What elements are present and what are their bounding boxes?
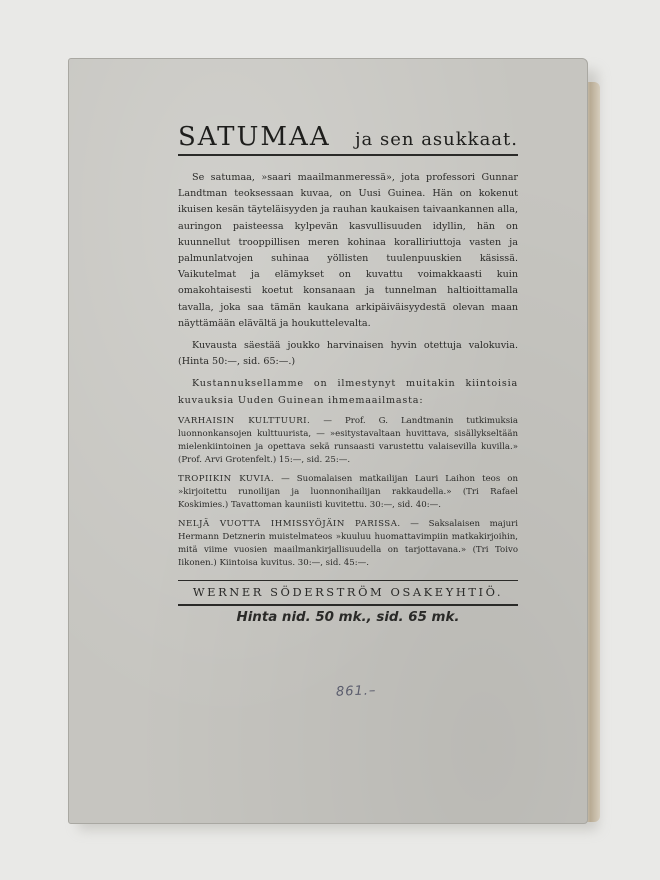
related-book-text: — Prof. G. Landtmanin tutkimuksia luonnonkansojen kulttuurista, — »esitystavaltaan huvittava, sisällykseltään mielenkiintoinen ja opettava sekä runsaasti varustettu valaisevilla kuvilla.» (Prof. Arvi Grotenfelt.) 15:—, sid. 25:—.	[178, 415, 518, 465]
related-book-title: VARHAISIN KULTTUURI.	[178, 415, 311, 426]
title-rule	[178, 154, 518, 156]
price-line: Hinta nid. 50 mk., sid. 65 mk.	[236, 609, 460, 625]
publisher-rule-bottom	[178, 604, 518, 606]
related-books-intro: Kustannuksellamme on ilmestynyt muitakin kiintoisia kuvauksia Uuden Guinean ihmemaailmasta:	[178, 378, 518, 406]
cover-text-block	[178, 122, 518, 625]
handwritten-price-note: 861.–	[335, 683, 377, 700]
related-book-entry	[178, 518, 518, 570]
publisher-name: WERNER SÖDERSTRÖM OSAKEYHTIÖ.	[192, 584, 504, 599]
book-title-main: SATUMAA	[178, 122, 331, 152]
book-title-subtitle: ja sen asukkaat.	[354, 129, 518, 150]
book-title	[178, 122, 518, 152]
related-book-entry	[178, 473, 518, 512]
related-book-title: TROPIIKIN KUVIA.	[178, 473, 275, 484]
related-book-text: — Saksalaisen majuri Hermann Detznerin muistelmateos »kuuluu huomattavimpiin matkakirjoihin, mitä viime vuosien maailmankirjallisuudella on tarjottavana.» (Tri Toivo Iikonen.) Kiintoisa kuvitus. 30:—, sid. 45:—.	[178, 518, 518, 568]
related-book-entry	[178, 415, 518, 467]
description-paragraph: Se satumaa, »saari maailmanmeressä», jota professori Gunnar Landtman teoksessaan kuvaa, on Uusi Guinea. Hän on kokenut ikuisen kesän täyteläisyyden ja rauhan kaukaisen taivaankannen alla, auringon paisteessa kylpevän kasvullisuuden idyllin, hän on kuunnellut trooppillisen meren kohinaa koralliriuttoja vasten ja palmunlatvojen suhinaa yöllisten tuulenpuuskien käsissä. Vaikutelmat ja elämykset on kuvattu voimakkaasti kuin omakohtaisesti koetut konsanaan ja tunnelman haltioittamalla tavalla, joka saa tämän kaukana arkipäiväisyydestä olevan maan näyttämään elävältä ja houkuttelevalta.	[178, 172, 518, 329]
related-book-text: — Suomalaisen matkailijan Lauri Laihon teos on »kirjoitettu runoilijan ja luonnonihailijan rakkaudella.» (Tri Rafael Koskimies.) Tavattoman kauniisti kuvitettu. 30:—, sid. 40:—.	[178, 473, 518, 510]
related-book-title: NELJÄ VUOTTA IHMISSYÖJÄIN PARISSA.	[178, 518, 401, 529]
photos-paragraph: Kuvausta säestää joukko harvinaisen hyvin otettuja valokuvia. (Hinta 50:—, sid. 65:—.)	[178, 340, 518, 368]
